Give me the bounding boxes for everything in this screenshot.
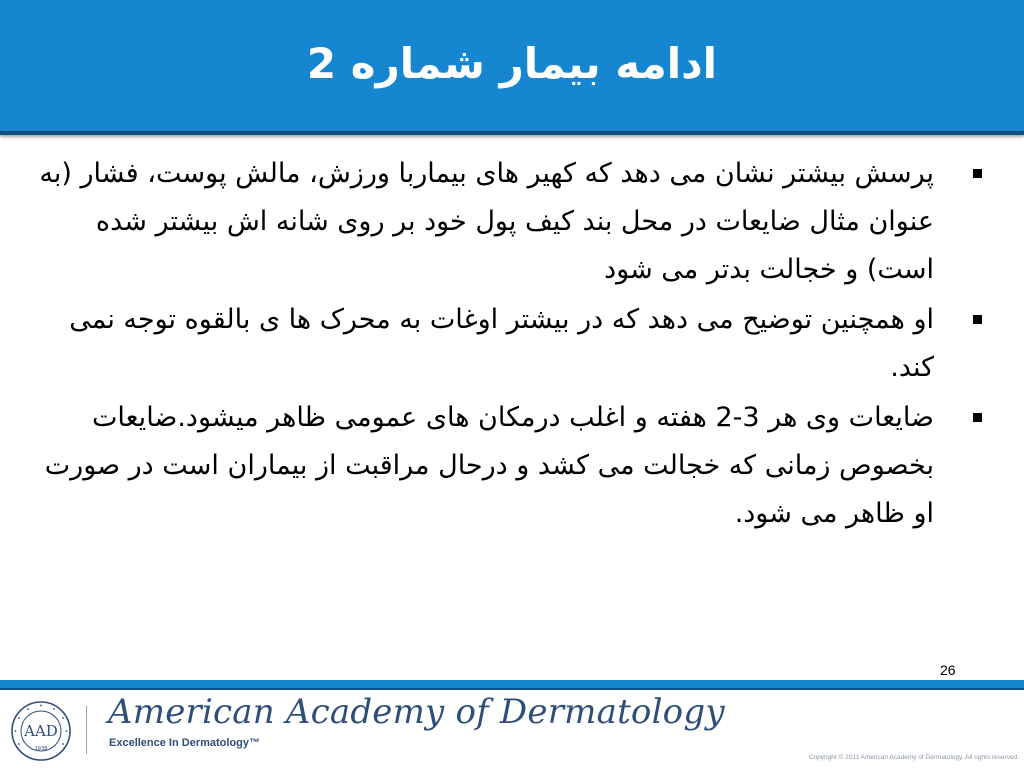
organization-name: American Academy of Dermatology	[108, 692, 725, 732]
footer-divider	[86, 706, 87, 754]
organization-tagline: Excellence In Dermatology™	[109, 737, 260, 749]
square-bullet-icon	[973, 169, 982, 178]
page-number: 26	[940, 662, 956, 678]
bullet-item	[30, 296, 994, 392]
footer	[0, 680, 1024, 768]
bullet-item	[30, 150, 994, 294]
bullet-list	[30, 150, 994, 538]
aad-seal-logo	[10, 700, 72, 762]
square-bullet-icon	[973, 315, 982, 324]
title-bar	[0, 0, 1024, 135]
bullet-text: پرسش بیشتر نشان می دهد که کهیر های بیماربا ورزش، مالش پوست، فشار (به عنوان مثال ضایعات در محل بند کیف پول خود بر روی شانه اش بیشتر شده است) و خجالت بدتر می شود	[39, 158, 934, 285]
square-bullet-icon	[973, 413, 982, 422]
logo-monogram: AAD	[24, 722, 58, 740]
bullet-item	[30, 394, 994, 538]
copyright-notice: Copyright © 2011 American Academy of Dermatology. All rights reserved.	[808, 754, 1019, 761]
slide-title: ادامه بیمار شماره 2	[306, 39, 718, 88]
slide-content	[30, 150, 994, 650]
footer-stripe	[0, 680, 1024, 690]
bullet-text: ضایعات وی هر 3-2 هفته و اغلب درمکان های عمومی ظاهر میشود.ضایعات بخصوص زمانی که خجالت می کشد و درحال مراقبت از بیماران است در صورت او ظاهر می شود.	[44, 402, 934, 529]
bullet-text: او همچنین توضیح می دهد که در بیشتر اوغات به محرک ها ی بالقوه توجه نمی کند.	[69, 304, 934, 383]
logo-year: 1938	[34, 746, 48, 752]
